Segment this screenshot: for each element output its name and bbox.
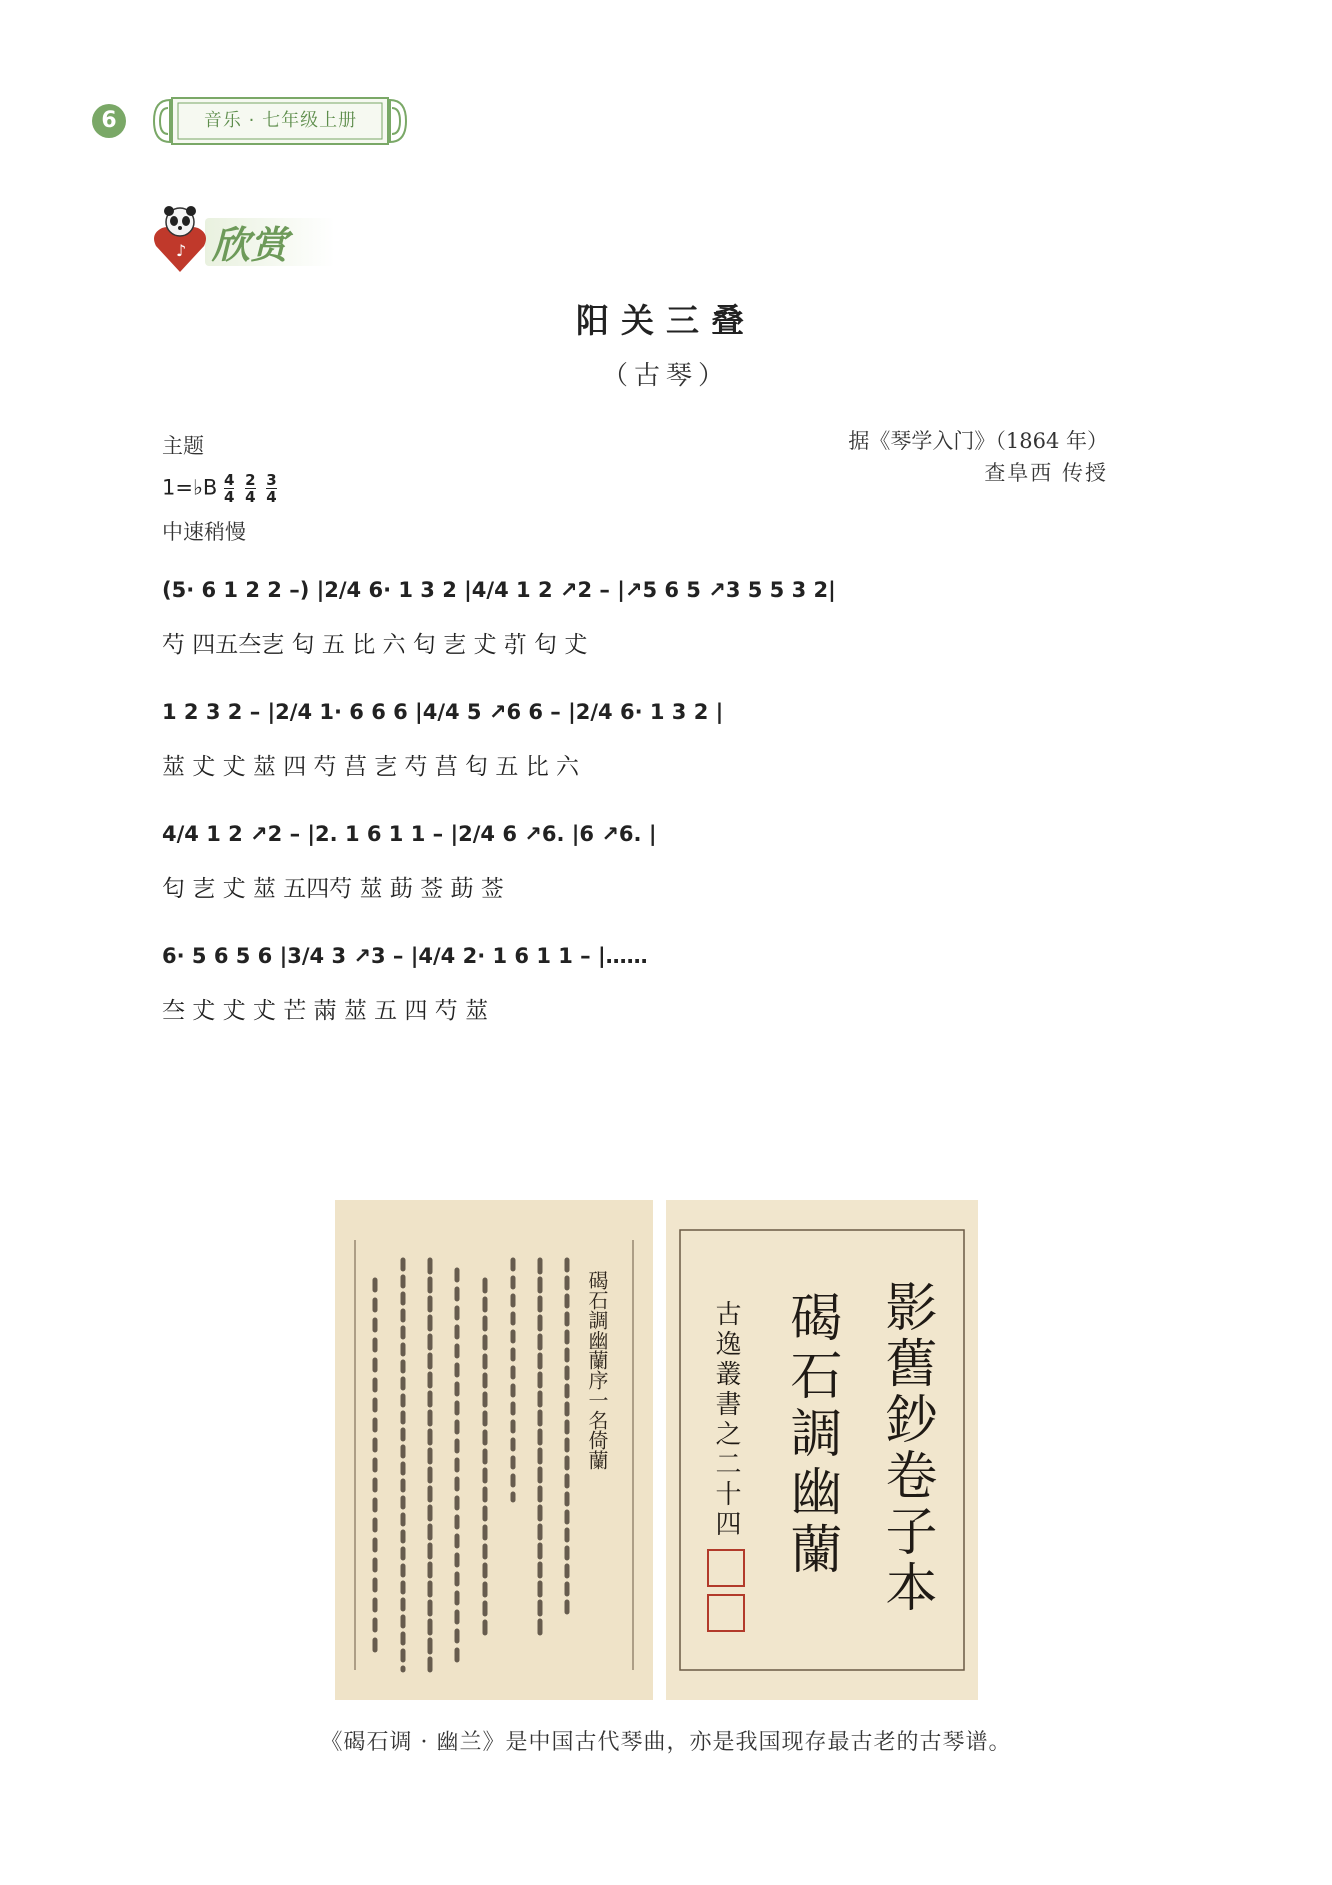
manuscript-cover-graphic [666, 1200, 978, 1700]
score-row [162, 578, 1112, 668]
page-number: 6 [92, 104, 126, 138]
jianpu-notes: (5· 6 1 2 2 –) |2/4 6· 1 3 2 |4/4 1 2 ↗2 – |↗5 6 5 ↗3 5 5 3 2| [162, 578, 836, 602]
theme-label: 主题 [162, 434, 204, 458]
panda-mascot-icon [150, 206, 210, 274]
score-row [162, 822, 1112, 912]
book-title: 音乐 · 七年级上册 [203, 110, 358, 131]
jianzipu-tablature: 夳 𠀋 𠀋 𠀋 芒 䓣 莁 五 四 芍 莁 [162, 998, 489, 1024]
jianzipu-tablature: 匂 㐊 𠀋 莁 五四芍 莁 莇 莶 莇 莶 [162, 876, 504, 902]
time-signature: $\frac{2}{4}$ [245, 471, 256, 506]
score-row [162, 700, 1112, 790]
time-signature: $\frac{4}{4}$ [223, 471, 235, 506]
source-citation: 据《琴学入门》（1864 年） [848, 429, 1108, 453]
jianpu-notes: 4/4 1 2 ↗2 – |2. 1 6 1 1 – |2/4 6 ↗6. |6 ↗6. | [162, 822, 657, 846]
key-text: 1=♭B [162, 475, 218, 500]
jianpu-notes: 1 2 3 2 – |2/4 1· 6 6 6 |4/4 5 ↗6 6 – |2/4 6· 1 3 2 | [162, 700, 724, 724]
manuscript-cover-image [666, 1200, 978, 1700]
section-label: 欣赏 [212, 222, 289, 267]
svg-text:古逸叢書之二十四: 古逸叢書之二十四 [711, 1300, 741, 1540]
jianzipu-tablature: 莁 𠀋 𠀋 莁 四 芍 莒 㐊 芍 莒 匂 五 比 六 [162, 754, 580, 780]
piece-title: 阳关三叠 [576, 301, 756, 340]
svg-text:影舊鈔卷子本: 影舊鈔卷子本 [876, 1280, 936, 1616]
key-signature [162, 472, 281, 505]
jianpu-notes: 6· 5 6 5 6 |3/4 3 ↗3 – |4/4 2· 1 6 1 1 – |…… [162, 944, 648, 968]
time-signature: $\frac{3}{4}$ [266, 471, 277, 506]
piece-subtitle: （古琴） [601, 361, 730, 391]
jianzipu-tablature: 芍 四五夳㐊 匂 五 比 六 匂 㐊 𠀋 䒡 匂 𠀋 [162, 632, 588, 658]
author-credit: 查阜西 传授 [984, 461, 1108, 485]
svg-text:♪: ♪ [176, 241, 187, 260]
manuscript-title-text: 碣石調幽蘭序一名倚蘭 [585, 1270, 609, 1470]
image-caption: 《碣石调 · 幽兰》是中国古代琴曲，亦是我国现存最古老的古琴谱。 [320, 1730, 1012, 1755]
manuscript-page-image [335, 1200, 653, 1700]
score-row [162, 944, 1112, 1034]
manuscript-text-columns-graphic [335, 1200, 653, 1700]
svg-text:碣石調幽蘭: 碣石調幽蘭 [781, 1290, 841, 1580]
tempo-marking: 中速稍慢 [162, 520, 246, 544]
